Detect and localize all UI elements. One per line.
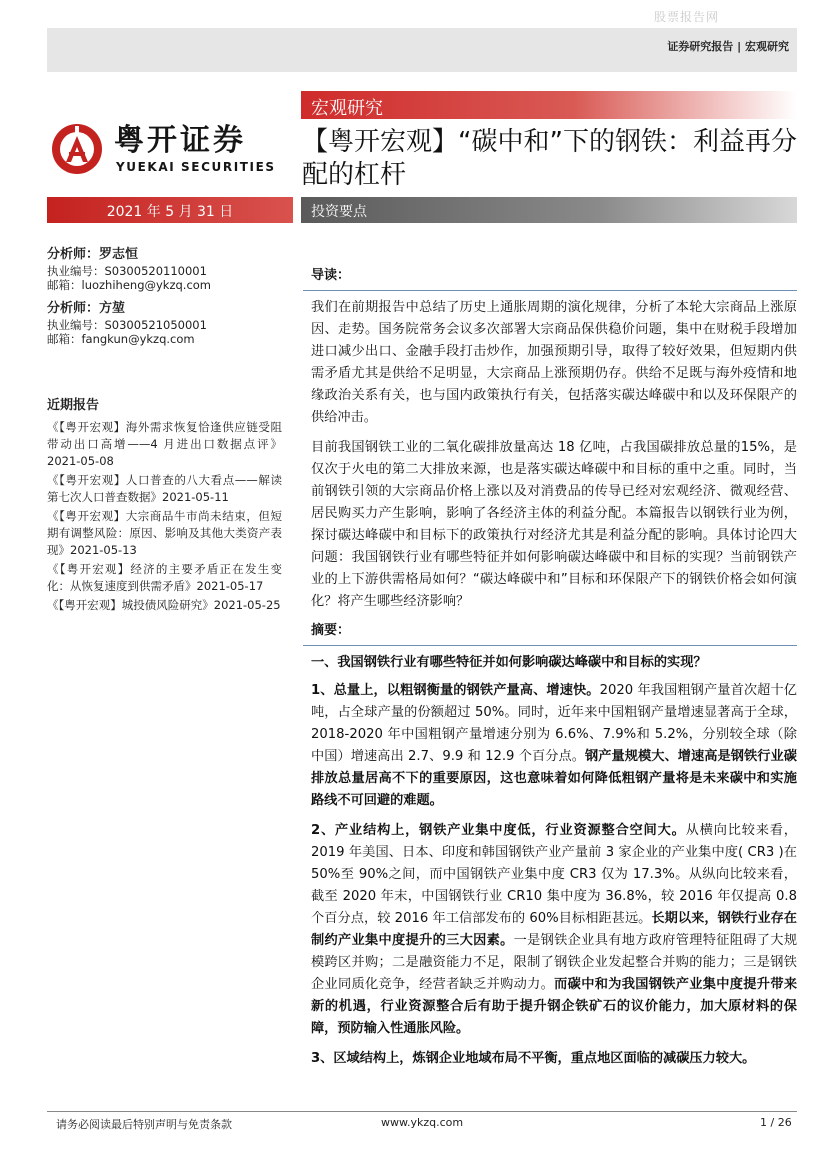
recent-reports-title: 近期报告 (47, 398, 100, 413)
date-bar (47, 197, 293, 223)
keypoints-bar (301, 197, 797, 223)
watermark-text: 股票报告网 (654, 10, 720, 24)
recent-report-item[interactable]: 《【粤开宏观】城投债风险研究》2021-05-25 (47, 598, 281, 612)
yuekai-logo-icon (50, 122, 104, 176)
summary-label: 摘要： (311, 623, 351, 638)
recent-report-item[interactable]: 《【粤开宏观】经济的主要矛盾正在发生变化：从恢复速度到供需矛盾》2021-05-17 (47, 562, 282, 593)
footer-page-number: 1 / 26 (760, 1116, 792, 1129)
footer-disclaimer: 请务必阅读最后特别声明与免责条款 (56, 1118, 232, 1131)
recent-report-item[interactable]: 《【粤开宏观】大宗商品牛市尚未结束，但短期有调整风险：原因、影响及其他大类资产表现》2021-05-13 (47, 509, 282, 557)
header-bar (47, 28, 797, 72)
logo-name-cn: 粤开证券 (114, 123, 246, 158)
analyst-block (47, 302, 282, 346)
sidebar (47, 248, 282, 616)
point-1-conclusion: 钢产量规模大、增速高是钢铁行业碳排放总量居高不下的重要原因，这也意味着如何降低粗钢产量将是未来碳中和实施路线不可回避的难题。 (311, 749, 797, 808)
point-2-conclusion: 而碳中和为我国钢铁产业集中度提升带来新的机遇，行业资源整合后有助于提升钢企铁矿石的议价能力，加大原材料的保障，预防输入性通胀风险。 (311, 977, 798, 1036)
section-divider (303, 645, 797, 646)
analyst-email[interactable]: 邮箱：fangkun@ykzq.com (47, 332, 195, 346)
footer-website[interactable]: www.ykzq.com (381, 1116, 464, 1129)
analyst-license: 执业编号：S0300520110001 (47, 264, 207, 278)
point-2-text: 从横向比较来看，2019 年美国、日本、印度和韩国钢铁产业产量前 3 家企业的产业集中度( CR3 )在 50%至 90%之间，而中国钢铁产业集中度 CR3 仅为 17.3%。从纵向比较来看，截至 2020 年末，中国钢铁行业 CR10 集中度为 36.8%，较 2016 年仅提高 0.8 个百分点，较 2016 年工信部发布的 60%目标相距甚远。 (311, 823, 797, 926)
analyst-license: 执业编号：S0300521050001 (47, 318, 207, 332)
company-logo (50, 120, 290, 180)
section-divider (303, 290, 797, 291)
recent-report-item[interactable]: 《【粤开宏观】人口普查的八大看点——解读第七次人口普查数据》2021-05-11 (47, 473, 282, 504)
keypoints-label: 投资要点 (311, 204, 367, 220)
intro-label: 导读： (311, 268, 351, 283)
point-3-paragraph: 3、区域结构上，炼钢企业地域布局不平衡，重点地区面临的减碳压力较大。 (311, 1051, 756, 1066)
recent-report-item[interactable]: 《【粤开宏观】海外需求恢复恰逢供应链受阻带动出口高增——4 月进出口数据点评》2021-05-08 (47, 420, 282, 468)
point-1-lead: 1、总量上，以粗钢衡量的钢铁产量高、增速快。 (311, 683, 600, 698)
report-title: 【粤开宏观】“碳中和”下的钢铁：利益再分配的杠杆 (302, 127, 797, 190)
analyst-name: 分析师：方堃 (47, 301, 126, 316)
report-date: 2021 年 5 月 31 日 (106, 204, 234, 220)
point-2-paragraph (311, 820, 797, 1040)
logo-name-en: YUEKAI SECURITIES (116, 160, 276, 174)
footer-divider (47, 1111, 797, 1112)
section-tag-label: 宏观研究 (311, 98, 383, 119)
analyst-block (47, 248, 282, 292)
header-breadcrumb: 证券研究报告 | 宏观研究 (667, 40, 789, 53)
section-tag (301, 91, 797, 119)
point-2-text-2: 一是钢铁企业具有地方政府管理特征阻碍了大规模跨区并购；二是融资能力不足，限制了钢铁企业发起整合并购的能力；三是钢铁企业同质化竞争，经营者缺乏并购动力。 (311, 933, 798, 992)
analyst-name: 分析师：罗志恒 (47, 247, 139, 262)
question-1-heading: 一、我国钢铁行业有哪些特征并如何影响碳达峰碳中和目标的实现？ (311, 655, 707, 670)
point-2-lead: 2、产业结构上，钢铁产业集中度低，行业资源整合空间大。 (311, 823, 686, 838)
intro-paragraph-2: 目前我国钢铁工业的二氧化碳排放量高达 18 亿吨，占我国碳排放总量的15%，是仅次于火电的第二大排放来源，也是落实碳达峰碳中和目标的重中之重。同时，当前钢铁引领的大宗商品价格上涨以及对消费品的传导已经对宏观经济、微观经营、居民购买力产生影响，影响了各经济主体的利益分配。本篇报告以钢铁行业为例，探讨碳达峰碳中和目标下的政策执行对经济尤其是利益分配的影响。具体讨论四大问题：我国钢铁行业有哪些特征并如何影响碳达峰碳中和目标的实现？当前钢铁产业的上下游供需格局如何？“碳达峰碳中和”目标和环保限产下的钢铁价格会如何演化？将产生哪些经济影响？ (311, 440, 797, 609)
analyst-email[interactable]: 邮箱：luozhiheng@ykzq.com (47, 278, 212, 292)
main-content (311, 266, 797, 1078)
point-1-text: 2020 年我国粗钢产量首次超十亿吨，占全球产量的份额超过 50%。同时，近年来中国粗钢产量增速显著高于全球，2018-2020 年中国粗钢产量增速分别为 6.6%、7.9%和 5.2%，分别较全球（除中国）增速高出 2.7、9.9 和 12.9 个百分点。 (311, 683, 797, 764)
point-2-factors: 长期以来，钢铁行业存在制约产业集中度提升的三大因素。 (311, 911, 797, 948)
point-1-paragraph (311, 680, 797, 812)
intro-paragraph-1: 我们在前期报告中总结了历史上通胀周期的演化规律，分析了本轮大宗商品上涨原因、走势。国务院常务会议多次部署大宗商品保供稳价问题，集中在财税手段增加进口减少出口、金融手段打击炒作，加强预期引导，取得了较好效果，但短期内供需矛盾尤其是供给不足明显，大宗商品上涨预期仍存。供给不足既与海外疫情和地缘政治关系有关，也与国内政策执行有关，包括落实碳达峰碳中和以及环保限产的供给冲击。 (311, 300, 797, 425)
